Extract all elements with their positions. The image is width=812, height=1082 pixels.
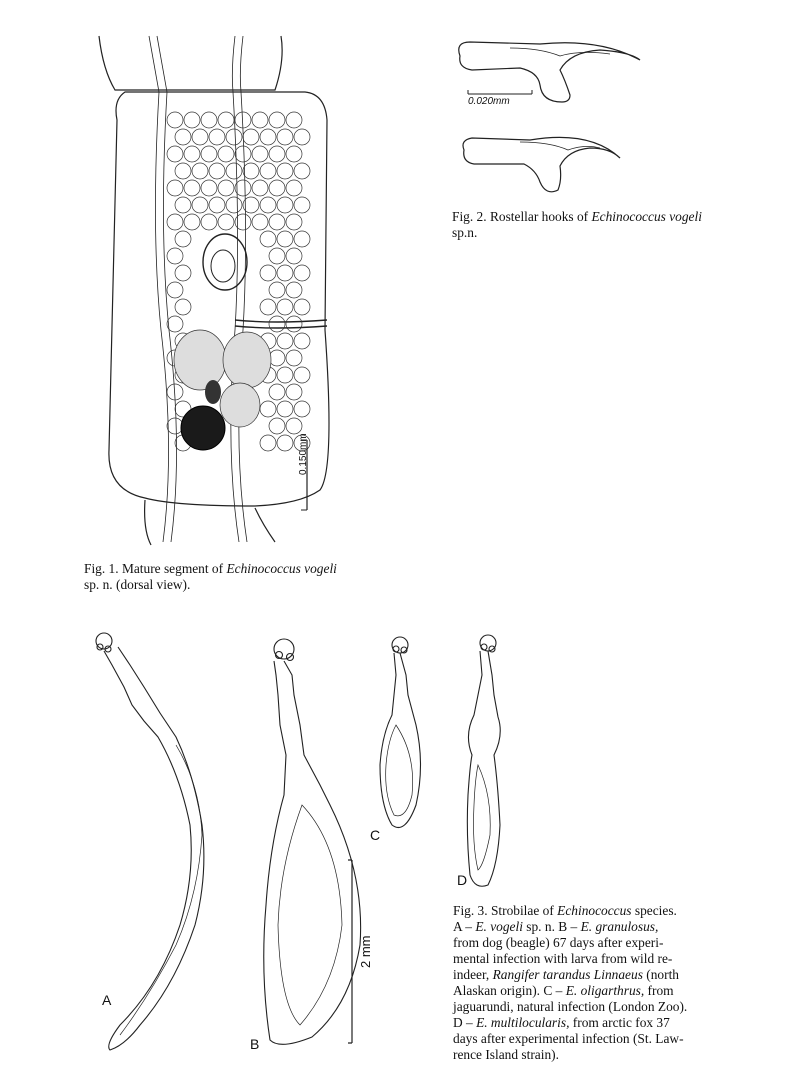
fig2-caption [452,209,792,241]
testis-circle [269,350,285,366]
testis-circle [167,214,183,230]
testis-circle [260,265,276,281]
fig2-hooks-drawing [450,30,670,200]
testis-circle [218,146,234,162]
testis-circle [167,146,183,162]
testis-circle [260,401,276,417]
testis-circle [252,112,268,128]
testis-circle [184,214,200,230]
testis-circle [218,214,234,230]
testis-circle [277,435,293,451]
testis-circle [167,316,183,332]
strobila-a-label: A [102,992,112,1008]
testis-circle [277,163,293,179]
fig3-caption-part: from arctic fox 37 [569,1015,670,1030]
testis-circle [294,299,310,315]
testis-circle [260,197,276,213]
testis-circle [252,146,268,162]
testis-circle [192,129,208,145]
strobila-c-label: C [370,827,381,843]
testis-circle [184,112,200,128]
fig3-caption-part: from dog (beagle) 67 days after experi- [453,935,664,950]
fig3-caption-part: rence Island strain). [453,1047,559,1062]
testis-circle [184,146,200,162]
testis-circle [243,163,259,179]
testis-circle [201,146,217,162]
strobila-b [264,639,361,1044]
testis-circle [252,214,268,230]
testis-circle [277,265,293,281]
testis-circle [269,418,285,434]
testis-circle [277,197,293,213]
testis-circle [286,146,302,162]
fig3-caption-part: (north [642,967,679,982]
testis-circle [277,401,293,417]
testis-circle [286,350,302,366]
fig3-caption-part: E. oligarthrus, [565,983,645,998]
testis-circle [260,163,276,179]
testis-circle [269,384,285,400]
testis-circle [277,333,293,349]
fig3-scale-label: 2 mm [358,935,373,968]
testis-circle [201,112,217,128]
testis-circle [175,163,191,179]
testis-circle [260,231,276,247]
testis-circle [192,163,208,179]
testis-circle [277,231,293,247]
testis-circle [269,214,285,230]
testis-circle [235,146,251,162]
fig1-caption-prefix: Fig. 1. Mature segment of [84,561,227,576]
fig3-caption-part: A – [453,919,476,934]
testis-circle [252,180,268,196]
strobila-d-label: D [457,872,468,888]
fig3-caption-part: species. [631,903,677,918]
testis-circle [277,299,293,315]
testis-circle [226,163,242,179]
strobila-d [467,635,500,886]
strobila-b-label: B [250,1036,260,1052]
testis-circle [286,180,302,196]
testis-circle [209,163,225,179]
testis-circle [218,112,234,128]
fig1-caption-line2: sp. n. (dorsal view). [84,577,191,592]
testis-circle [167,248,183,264]
testis-circle [269,112,285,128]
testis-circle [269,282,285,298]
fig3-caption-line [453,1031,798,1047]
fig2-caption-prefix: Fig. 2. Rostellar hooks of [452,209,592,224]
testis-circle [201,180,217,196]
fig3-caption-part: sp. n. B – [522,919,581,934]
fig3-caption-line [453,903,798,919]
testis-circle [269,146,285,162]
fig3-caption-line [453,999,798,1015]
testis-circle [294,129,310,145]
testis-circle [294,265,310,281]
testis-circle [226,197,242,213]
strobila-c [380,637,421,828]
testis-circle [175,299,191,315]
testis-circle [201,214,217,230]
fig3-caption-part: from [644,983,674,998]
testis-circle [260,299,276,315]
fig3-caption-part: D – [453,1015,477,1030]
testis-circle [260,435,276,451]
testis-circle [226,129,242,145]
testis-circle [286,418,302,434]
testis-circle [294,333,310,349]
testis-circle [167,180,183,196]
testis-circle [218,180,234,196]
testis-circle [294,231,310,247]
testis-circle [269,316,285,332]
fig1-segment-drawing [85,30,425,550]
testis-circle [235,180,251,196]
fig3-caption-part: E. vogeli [475,919,523,934]
testis-circle [167,112,183,128]
fig3-caption-part: jaguarundi, natural infection (London Zoo). [453,999,688,1014]
fig3-caption-line [453,919,798,935]
testis-circle [294,163,310,179]
fig2-scale-label: 0.020mm [468,96,510,107]
testis-circle [269,180,285,196]
fig3-caption-part: Rangifer tarandus Linnaeus [492,967,643,982]
fig2-caption-line2: sp.n. [452,225,478,240]
testis-circle [209,197,225,213]
fig3-caption-part: indeer, [453,967,493,982]
testis-circle [175,129,191,145]
fig1-caption-genus: Echinococcus vogeli [226,561,337,576]
fig3-caption-line [453,935,798,951]
testis-circle [277,367,293,383]
fig3-caption-part: Fig. 3. Strobilae of [453,903,558,918]
testis-circle [269,248,285,264]
testis-circle [175,231,191,247]
testis-circle [286,214,302,230]
fig3-caption-part: Alaskan origin). C – [453,983,566,998]
testis-circle [175,197,191,213]
testis-circle [286,112,302,128]
fig3-caption-part: E. multilocularis, [476,1015,570,1030]
testis-circle [286,282,302,298]
testis-circle [167,282,183,298]
testis-circle [286,384,302,400]
fig3-caption-part: E. granulosus, [580,919,659,934]
fig3-caption-line [453,951,798,967]
testis-circle [294,367,310,383]
fig3-caption-line [453,1015,798,1031]
testis-circle [175,265,191,281]
testis-circle [294,197,310,213]
testis-circle [192,197,208,213]
fig3-caption-line [453,967,798,983]
testis-circle [286,316,302,332]
fig3-caption [453,903,798,1063]
testis-circle [286,248,302,264]
testis-circle [294,401,310,417]
strobila-a [96,633,204,1050]
testis-circle [209,129,225,145]
testis-circle [277,129,293,145]
fig1-caption [84,561,424,593]
testis-circle [260,129,276,145]
fig3-caption-part: Echinococcus [557,903,632,918]
fig1-scale-label: 0.150mm [298,433,309,475]
testis-circle [243,129,259,145]
fig2-caption-genus: Echinococcus vogeli [591,209,702,224]
fig3-caption-part: days after experimental infection (St. Law- [453,1031,684,1046]
fig3-caption-part: mental infection with larva from wild re- [453,951,673,966]
fig3-caption-line [453,1047,798,1063]
testis-circle [184,180,200,196]
fig3-caption-line [453,983,798,999]
